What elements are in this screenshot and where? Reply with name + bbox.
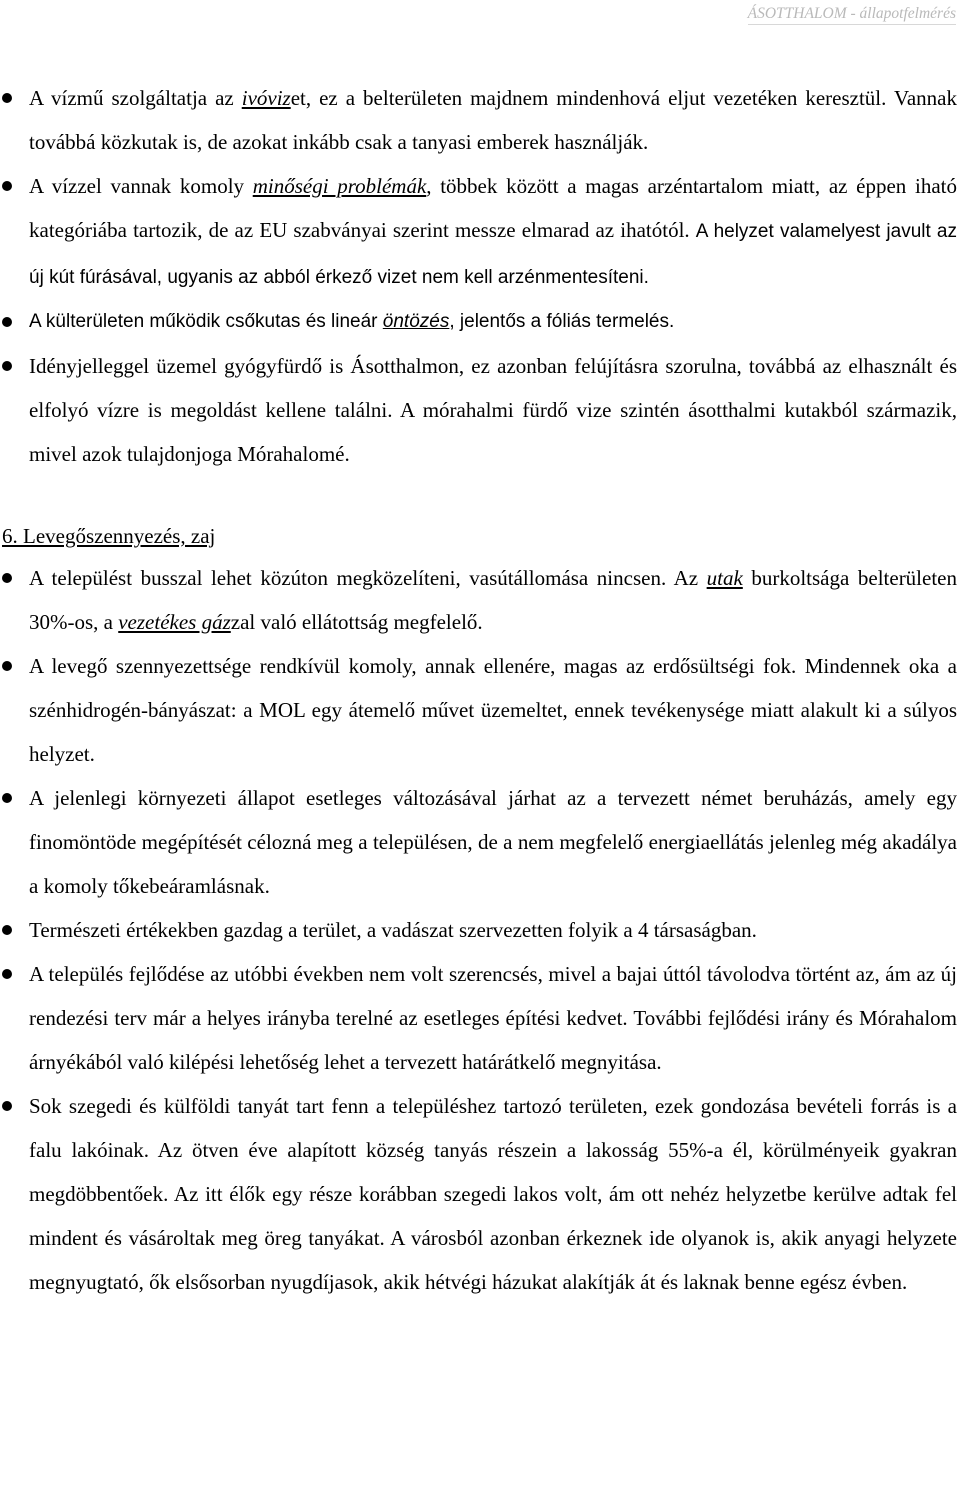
item-text: A vízzel vannak komoly bbox=[29, 174, 253, 198]
item-text: Sok szegedi és külföldi tanyát tart fenn a településhez tartozó területen, ezek gondozása bevételi forrás is a falu lakóinak. Az ötven éve alapított község tanyás részein a lakosság 55%-a él, körülményeik gyakran megdöbbentőek. Az itt élők egy része korábban szegedi lakos volt, ám ott nehéz helyzetbe kerülve adtak fel mindent és vásároltak meg öreg tanyákat. A városból azonban érkeznek ide olyanok is, akik anyagi helyzete megnyugtató, ők elsősorban nyugdíjasok, akik hétvégi házukat alakítják át és laknak benne egész évben. bbox=[29, 1094, 957, 1294]
item-text: zal való ellátottság megfelelő. bbox=[230, 610, 483, 634]
item-text-sans: A helyzet valamelyest javult az új kút fúrásával, ugyanis az abból érkező vizet nem kell arzénmentesíteni. bbox=[29, 221, 957, 288]
item-text: A települést busszal lehet közúton megközelíteni, vasútállomása nincsen. Az bbox=[29, 566, 707, 590]
keyword-link: öntözés bbox=[382, 311, 450, 332]
bullet-icon bbox=[2, 661, 12, 671]
keyword-link: vezetékes gáz bbox=[118, 610, 231, 634]
item-text: , jelentős a fóliás termelés. bbox=[449, 311, 675, 332]
water-bullet-list bbox=[0, 76, 959, 476]
item-text: , többek között a magas arzéntartalom miatt, az éppen iható kategóriába tartozik, de az EU szabványai szerint messze elmarad az ihatótól. bbox=[29, 174, 957, 242]
document-body bbox=[0, 76, 959, 1304]
bullet-icon bbox=[2, 969, 12, 979]
section-heading: 6. Levegőszennyezés, zaj bbox=[2, 524, 216, 548]
air-bullet-list bbox=[0, 556, 959, 1304]
list-item bbox=[0, 776, 959, 908]
bullet-icon bbox=[2, 793, 12, 803]
bullet-icon bbox=[2, 93, 12, 103]
list-item bbox=[0, 344, 959, 476]
item-text: A jelenlegi környezeti állapot esetleges változásával járhat az a tervezett német beruházás, amely egy finomöntöde megépítését célozná meg a településen, de a nem megfelelő energiaellátás jelenleg még akadálya a komoly tőkebeáramlásnak. bbox=[29, 786, 957, 898]
item-text: burkoltsága belterületen 30%-os, a bbox=[29, 566, 957, 634]
item-text: Természeti értékekben gazdag a terület, a vadászat szervezetten folyik a 4 társaságban. bbox=[29, 918, 757, 942]
item-text: A levegő szennyezettsége rendkívül komoly, annak ellenére, magas az erdősültségi fok. Mindennek oka a szénhidrogén-bányászat: a MOL egy átemelő művet üzemeltet, ennek tevékenysége miatt alakult ki a súlyos helyzet. bbox=[29, 654, 957, 766]
bullet-icon bbox=[2, 1101, 12, 1111]
list-item bbox=[0, 952, 959, 1084]
bullet-icon bbox=[2, 925, 12, 935]
list-item bbox=[0, 300, 959, 344]
item-text: et, ez a belterületen majdnem mindenhová eljut vezetéken keresztül. Vannak továbbá közkutak is, de azokat inkább csak a tanyasi emberek használják. bbox=[29, 86, 957, 154]
item-text: Idényjelleggel üzemel gyógyfürdő is Ásotthalmon, ez azonban felújításra szorulna, továbbá az elhasznált és elfolyó vízre is megoldást kellene találni. A mórahalmi fürdő vize szintén ásotthalmi kutakból származik, mivel azok tulajdonjoga Mórahalomé. bbox=[29, 354, 957, 466]
list-item bbox=[0, 908, 959, 952]
section-spacer bbox=[0, 476, 959, 516]
list-item bbox=[0, 644, 959, 776]
item-text: A település fejlődése az utóbbi években nem volt szerencsés, mivel a bajai úttól távolodva történt az, ám az új rendezési terv már a helyes irányba terelné az esetleges építési kedvet. További fejlődési irány és Mórahalom árnyékából való kilépési lehetőség lehet a tervezett határátkelő megnyitása. bbox=[29, 962, 957, 1074]
list-item bbox=[0, 1084, 959, 1304]
item-text: A külterületen működik csőkutas és lineár bbox=[29, 311, 383, 332]
list-item bbox=[0, 76, 959, 164]
list-item bbox=[0, 556, 959, 644]
bullet-icon bbox=[2, 181, 12, 191]
bullet-icon bbox=[2, 317, 12, 327]
bullet-icon bbox=[2, 361, 12, 371]
bullet-icon bbox=[2, 573, 12, 583]
keyword-link: ivóviz bbox=[241, 86, 291, 110]
list-item bbox=[0, 164, 959, 300]
keyword-link: utak bbox=[706, 566, 743, 590]
running-header: ÁSOTTHALOM - állapotfelmérés bbox=[748, 5, 956, 25]
item-text: A vízmű szolgáltatja az bbox=[29, 86, 242, 110]
keyword-link: minőségi problémák bbox=[252, 174, 427, 198]
